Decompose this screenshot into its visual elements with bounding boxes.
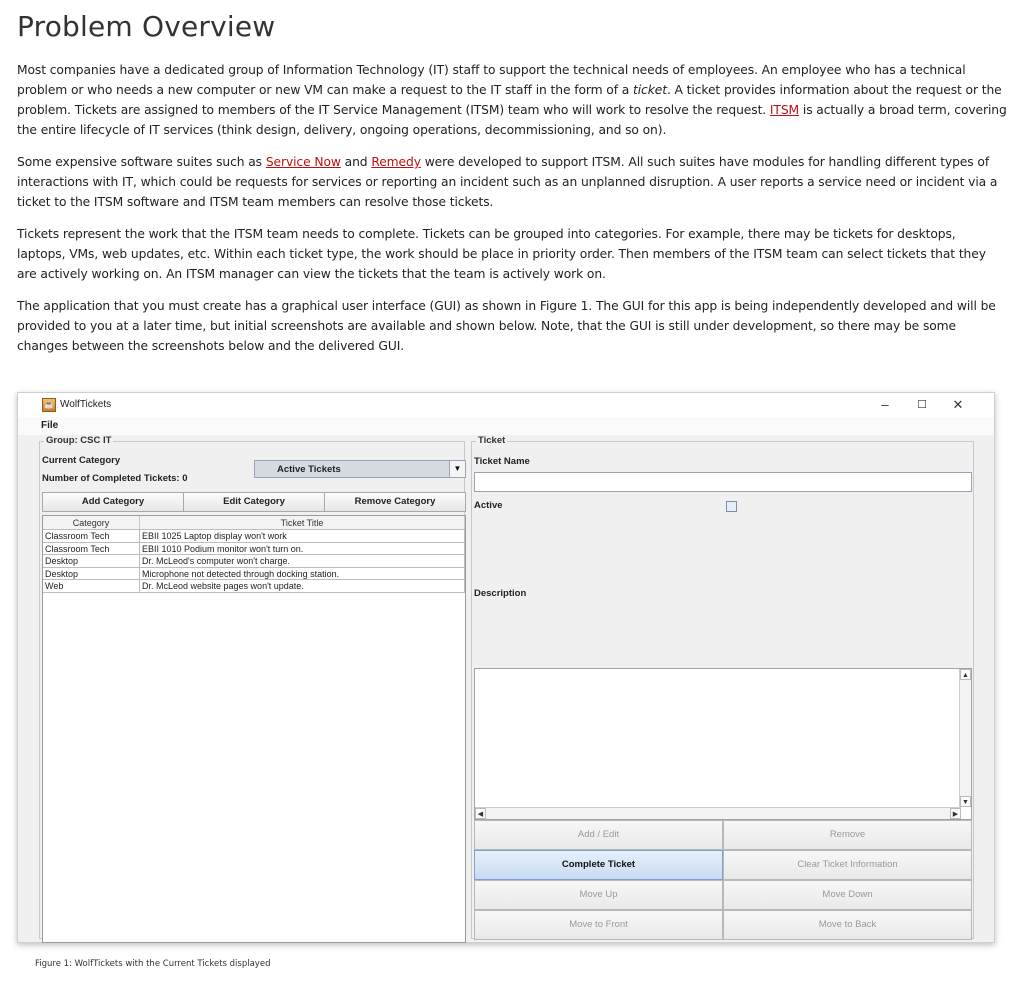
- column-header-ticket-title[interactable]: Ticket Title: [140, 516, 465, 529]
- table-row[interactable]: [43, 530, 465, 543]
- current-category-value: Active Tickets: [277, 464, 341, 475]
- ticket-legend: Ticket: [478, 435, 506, 446]
- ticket-name-input[interactable]: [474, 472, 972, 492]
- cell-category: Desktop: [43, 568, 140, 580]
- move-to-front-button[interactable]: Move to Front: [474, 910, 723, 940]
- cell-ticket-title: EBII 1010 Podium monitor won't turn on.: [140, 543, 465, 555]
- figure-caption: Figure 1: WolfTickets with the Current Tickets displayed: [35, 959, 271, 969]
- paragraph-1: Most companies have a dedicated group of Information Technology (IT) staff to support the technical needs of employees. An employee who has a technical problem or who needs a new computer or new VM can make a request to the IT staff in the form of a ticket. A ticket provides information about the request or the problem. Tickets are assigned to members of the IT Service Management (ITSM) team who will work to resolve the request. ITSM is actually a broad term, covering the entire lifecycle of IT services (think design, delivery, ongoing operations, decommissioning, and so on).: [17, 63, 1007, 137]
- cell-ticket-title: Dr. McLeod website pages won't update.: [140, 580, 465, 592]
- itsm-link[interactable]: ITSM: [769, 103, 800, 117]
- group-panel: [39, 435, 465, 939]
- active-checkbox[interactable]: [726, 501, 737, 512]
- cell-ticket-title: Microphone not detected through docking station.: [140, 568, 465, 580]
- table-row[interactable]: [43, 568, 465, 581]
- ticket-table: [42, 515, 466, 943]
- scroll-right-arrow-icon[interactable]: ▶: [950, 808, 961, 819]
- close-button[interactable]: ✕: [952, 397, 964, 412]
- edit-category-button[interactable]: Edit Category: [184, 492, 325, 512]
- table-row[interactable]: [43, 580, 465, 593]
- maximize-button[interactable]: ☐: [917, 399, 927, 411]
- menu-bar: [18, 417, 994, 435]
- current-category-select[interactable]: [254, 460, 466, 478]
- move-down-button[interactable]: Move Down: [723, 880, 972, 910]
- description-textarea[interactable]: [474, 668, 972, 820]
- column-header-category[interactable]: Category: [43, 516, 140, 529]
- table-header: [43, 516, 465, 530]
- paragraph-4: The application that you must create has a graphical user interface (GUI) as shown in Figure 1. The GUI for this app is being independently developed and will be provided to you at a later time, but initial screenshots are available and shown below. Note, that the GUI is still under development, so there may be some changes between the screenshots below and the delivered GUI.: [17, 299, 996, 353]
- remedy-link[interactable]: Remedy: [371, 155, 421, 169]
- document: [17, 10, 1007, 356]
- remove-ticket-button[interactable]: Remove: [723, 820, 972, 850]
- table-row[interactable]: [43, 543, 465, 556]
- cell-category: Web: [43, 580, 140, 592]
- scroll-left-arrow-icon[interactable]: ◀: [475, 808, 486, 819]
- ticket-panel: [471, 435, 974, 939]
- table-row[interactable]: [43, 555, 465, 568]
- paragraph-3: Tickets represent the work that the ITSM team needs to complete. Tickets can be grouped into categories. For example, there may be tickets for desktops, laptops, VMs, web updates, etc. Within each ticket type, the work should be place in priority order. Then members of the ITSM team can select tickets that they are actively working on. An ITSM manager can view the tickets that the team is actively work on.: [17, 227, 986, 281]
- complete-ticket-button[interactable]: Complete Ticket: [474, 850, 723, 880]
- ticket-name-label: Ticket Name: [474, 456, 530, 467]
- paragraph-2: Some expensive software suites such as Service Now and Remedy were developed to support ITSM. All such suites have modules for handling different types of interactions with IT, which could be requests for services or reporting an incident such as an unplanned disruption. A user reports a service need or incident via a ticket to the ITSM software and ITSM team members can resolve those tickets.: [17, 155, 998, 209]
- completed-tickets-count: Number of Completed Tickets: 0: [42, 473, 188, 484]
- scroll-down-arrow-icon[interactable]: ▼: [960, 796, 971, 807]
- current-category-label: Current Category: [42, 455, 121, 466]
- move-up-button[interactable]: Move Up: [474, 880, 723, 910]
- add-edit-button[interactable]: Add / Edit: [474, 820, 723, 850]
- ticket-actions-grid: [474, 820, 972, 938]
- description-label: Description: [474, 588, 527, 599]
- scroll-up-arrow-icon[interactable]: ▲: [960, 669, 971, 680]
- add-category-button[interactable]: Add Category: [42, 492, 184, 512]
- ticket-emphasis: ticket: [633, 83, 667, 97]
- java-app-icon: ☕: [42, 398, 56, 412]
- horizontal-scrollbar[interactable]: [475, 807, 961, 819]
- page-title: Problem Overview: [17, 10, 276, 43]
- active-label: Active: [474, 500, 503, 511]
- cell-ticket-title: Dr. McLeod's computer won't charge.: [140, 555, 465, 567]
- service-now-link[interactable]: Service Now: [265, 155, 341, 169]
- move-to-back-button[interactable]: Move to Back: [723, 910, 972, 940]
- wolftickets-window: [17, 392, 995, 943]
- cell-category: Classroom Tech: [43, 543, 140, 555]
- chevron-down-icon[interactable]: ▼: [449, 461, 465, 477]
- vertical-scrollbar[interactable]: [959, 669, 971, 807]
- minimize-button[interactable]: –: [881, 397, 889, 412]
- remove-category-button[interactable]: Remove Category: [325, 492, 466, 512]
- window-title: WolfTickets: [60, 399, 112, 410]
- title-bar: [18, 393, 994, 417]
- cell-category: Desktop: [43, 555, 140, 567]
- menu-file[interactable]: File: [41, 420, 59, 431]
- cell-category: Classroom Tech: [43, 530, 140, 542]
- group-legend: Group: CSC IT: [46, 435, 112, 446]
- category-button-row: [42, 492, 466, 512]
- cell-ticket-title: EBII 1025 Laptop display won't work: [140, 530, 465, 542]
- clear-ticket-info-button[interactable]: Clear Ticket Information: [723, 850, 972, 880]
